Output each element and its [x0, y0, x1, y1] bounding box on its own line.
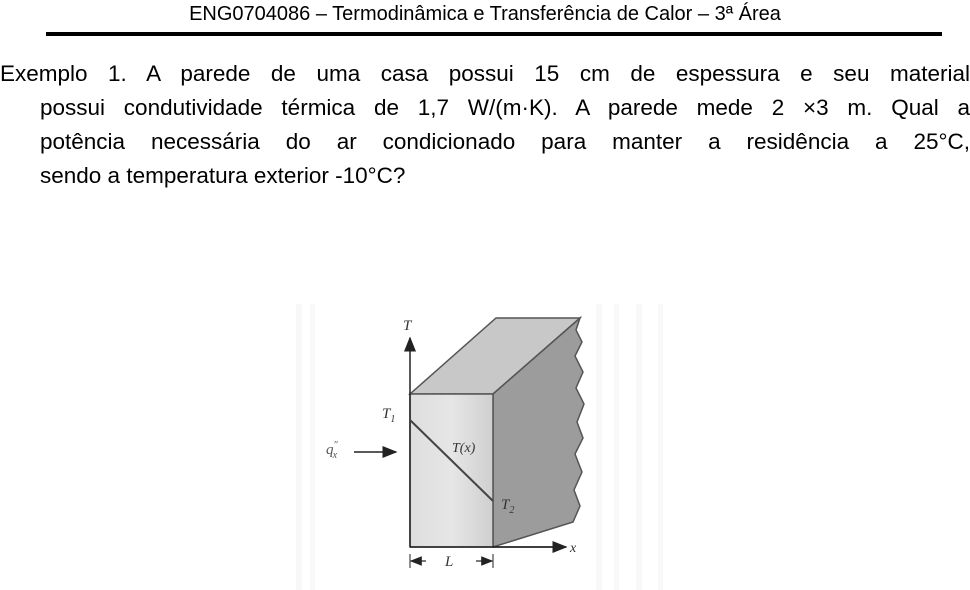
problem-line-3: potência necessária do ar condicionado para manter a residência a 25°C, [40, 129, 970, 154]
wall-conduction-figure [296, 304, 676, 590]
heat-flux-label: q″ x [326, 440, 338, 461]
t-axis-label: T [403, 318, 412, 334]
problem-line-4: sendo a temperatura exterior -10°C? [40, 163, 406, 188]
problem-line-2: possui condutividade térmica de 1,7 W/(m·K). A parede mede 2 ×3 m. Qual a [40, 95, 970, 120]
x-axis-label: x [570, 541, 577, 556]
wall-front-face [410, 394, 493, 547]
problem-line-1: Exemplo 1. A parede de uma casa possui 15 cm de espessura e seu material [0, 61, 970, 86]
page-header: ENG0704086 – Termodinâmica e Transferência de Calor – 3ª Área [189, 3, 781, 25]
t1-label: $T_1$ [382, 406, 396, 425]
header-rule [46, 32, 942, 36]
t2-label: $T_2$ [501, 497, 515, 516]
length-label: L [445, 554, 454, 570]
tx-label: T(x) [452, 441, 476, 456]
